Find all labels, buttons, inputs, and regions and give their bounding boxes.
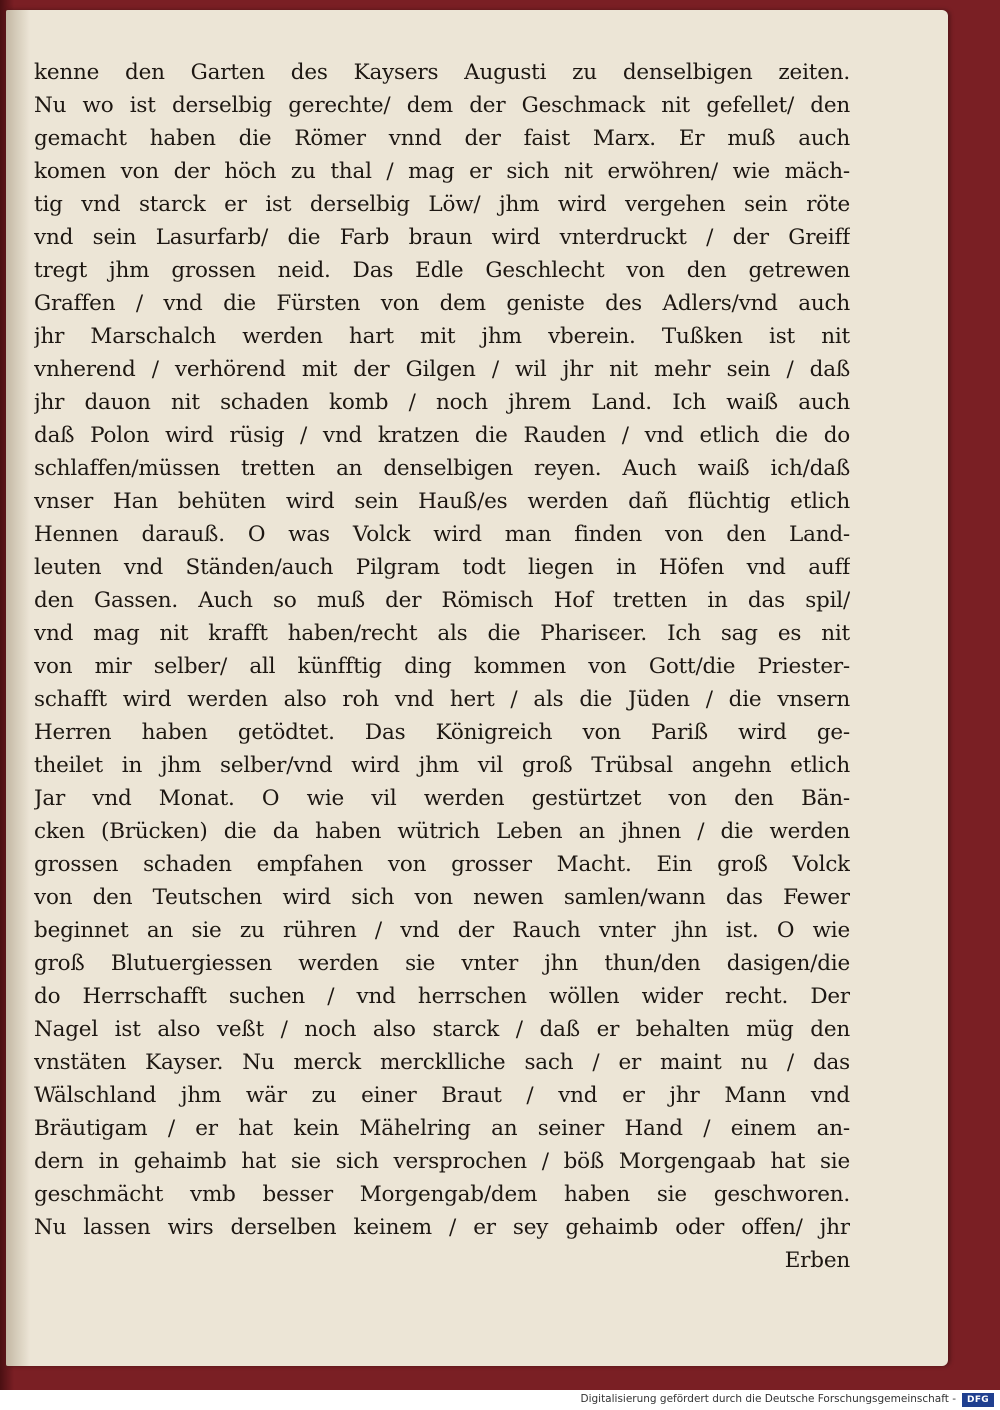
text-line: daß Polon wird rüsig / vnd kratzen die Rauden / vnd etlich die do bbox=[34, 423, 850, 448]
text-line: jhr Marschalch werden hart mit jhm vberein. Tußken ist nit bbox=[34, 324, 850, 349]
text-line: von mir selber/ all künfftig ding kommen von Gott/die Priester- bbox=[34, 654, 850, 679]
catchword: Erben bbox=[784, 1248, 850, 1273]
text-line: Hennen darauß. O was Volck wird man finden von den Land- bbox=[34, 522, 850, 547]
text-line: geschmächt vmb besser Morgengab/dem haben sie geschworen. bbox=[34, 1182, 850, 1207]
text-line: Nu lassen wirs derselben keinem / er sey gehaimb oder offen/ jhr bbox=[34, 1215, 850, 1240]
book-page bbox=[6, 10, 948, 1366]
funding-notice: Digitalisierung gefördert durch die Deutsche Forschungsgemeinschaft - bbox=[580, 1393, 956, 1405]
text-line: Herren haben getödtet. Das Königreich von Pariß wird ge- bbox=[34, 720, 850, 745]
text-line: jhr dauon nit schaden komb / noch jhrem Land. Ich waiß auch bbox=[34, 390, 850, 415]
text-line: Jar vnd Monat. O wie vil werden gestürtzet von den Bän- bbox=[34, 786, 850, 811]
text-line: Nu wo ist derselbig gerechte/ dem der Geschmack nit gefellet/ den bbox=[34, 93, 850, 118]
text-line: gemacht haben die Römer vnnd der faist Marx. Er muß auch bbox=[34, 126, 850, 151]
text-line: vnstäten Kayser. Nu merck mercklliche sach / er maint nu / das bbox=[34, 1050, 850, 1075]
text-line: do Herrschafft suchen / vnd herrschen wöllen wider recht. Der bbox=[34, 984, 850, 1009]
text-line: groß Blutuergiessen werden sie vnter jhn thun/den dasigen/die bbox=[34, 951, 850, 976]
text-line: Graffen / vnd die Fürsten von dem geniste des Adlers/vnd auch bbox=[34, 291, 850, 316]
text-line: Wälschland jhm wär zu einer Braut / vnd er jhr Mann vnd bbox=[34, 1083, 850, 1108]
text-line: cken (Brücken) die da haben wütrich Leben an jhnen / die werden bbox=[34, 819, 850, 844]
text-line: komen von der höch zu thal / mag er sich nit erwöhren/ wie mäch- bbox=[34, 159, 850, 184]
page-text bbox=[34, 56, 850, 1277]
text-line: vnser Han behüten wird sein Hauß/es werden dañ flüchtig etlich bbox=[34, 489, 850, 514]
text-line: schlaffen/müssen tretten an denselbigen reyen. Auch waiß ich/daß bbox=[34, 456, 850, 481]
text-line: theilet in jhm selber/vnd wird jhm vil groß Trübsal angehn etlich bbox=[34, 753, 850, 778]
dfg-logo: DFG bbox=[962, 1393, 994, 1407]
text-line: Nagel ist also veßt / noch also starck / daß er behalten müg den bbox=[34, 1017, 850, 1042]
text-line: vnd mag nit krafft haben/recht als die Pharisєer. Ich sag es nit bbox=[34, 621, 850, 646]
text-line: von den Teutschen wird sich von newen samlen/wann das Fewer bbox=[34, 885, 850, 910]
text-line: den Gassen. Auch so muß der Römisch Hof tretten in das spil/ bbox=[34, 588, 850, 613]
text-line: tig vnd starck er ist derselbig Löw/ jhm wird vergehen sein röte bbox=[34, 192, 850, 217]
text-line: leuten vnd Ständen/auch Pilgram todt liegen in Höfen vnd auff bbox=[34, 555, 850, 580]
text-line: vnd sein Lasurfarb/ die Farb braun wird vnterdruckt / der Greiff bbox=[34, 225, 850, 250]
text-line: vnherend / verhörend mit der Gilgen / wil jhr nit mehr sein / daß bbox=[34, 357, 850, 382]
text-line: beginnet an sie zu rühren / vnd der Rauch vnter jhn ist. O wie bbox=[34, 918, 850, 943]
text-line: Bräutigam / er hat kein Mähelring an seiner Hand / einem an- bbox=[34, 1116, 850, 1141]
footer-bar bbox=[0, 1390, 1000, 1410]
text-line: grossen schaden empfahen von grosser Macht. Ein groß Volck bbox=[34, 852, 850, 877]
text-line: tregt jhm grossen neid. Das Edle Geschlecht von den getrewen bbox=[34, 258, 850, 283]
text-line: dern in gehaimb hat sie sich versprochen / böß Morgengaab hat sie bbox=[34, 1149, 850, 1174]
text-line: kenne den Garten des Kaysers Augusti zu denselbigen zeiten. bbox=[34, 60, 850, 85]
text-line: schafft wird werden also roh vnd hert / als die Jüden / die vnsern bbox=[34, 687, 850, 712]
page-gutter-shadow bbox=[6, 10, 30, 1366]
